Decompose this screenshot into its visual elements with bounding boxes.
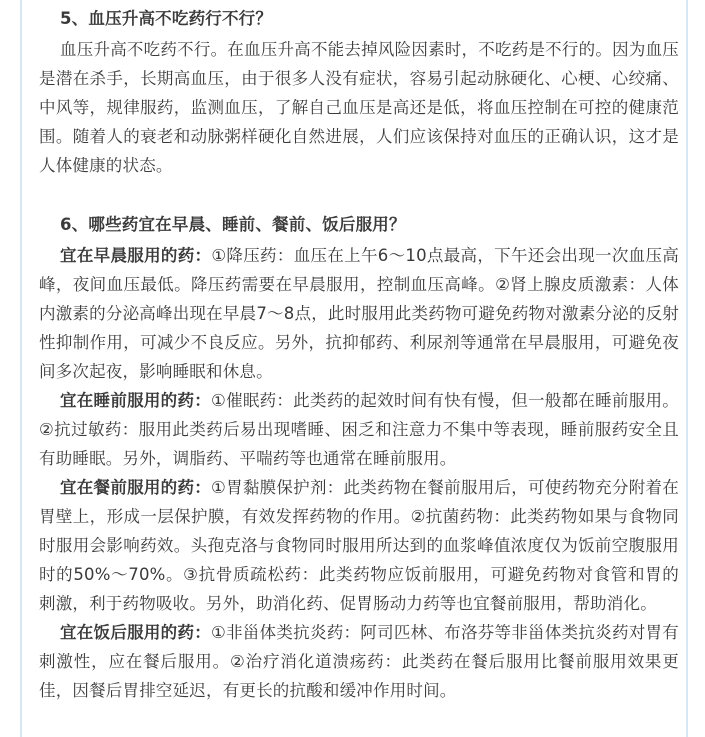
section-spacer	[39, 180, 679, 208]
morning-medication-paragraph	[39, 241, 679, 386]
morning-text: ①降压药：血压在上午6～10点最高，下午还会出现一次血压高峰，夜间血压最低。降压药需要在早晨服用，控制血压高峰。②肾上腺皮质激素：人体内激素的分泌高峰出现在早晨7～8点，此时服用此类药物可避免药物对激素分泌的反射性抑制作用，可减少不良反应。另外，抗抑郁药、利尿剂等通常在早晨服用，可避免夜间多次起夜，影响睡眠和休息。	[39, 246, 679, 381]
before-meal-label: 宜在餐前服用的药：	[60, 478, 211, 497]
after-meal-label: 宜在饭后服用的药：	[60, 623, 211, 642]
bedtime-text: ①催眠药：此类药的起效时间有快有慢，但一般都在睡前服用。②抗过敏药：服用此类药后易出现嗜睡、困乏和注意力不集中等表现，睡前服药安全且有助睡眠。另外，调脂药、平喘药等也通常在睡前服用。	[39, 391, 679, 468]
before-meal-medication-paragraph	[39, 473, 679, 618]
section-5-body: 血压升高不吃药不行。在血压升高不能去掉风险因素时，不吃药是不行的。因为血压是潜在杀手，长期高血压，由于很多人没有症状，容易引起动脉硬化、心梗、心绞痛、中风等，规律服药，监测血压，了解自己血压是高还是低，将血压控制在可控的健康范围。随着人的衰老和动脉粥样硬化自然进展，人们应该保持对血压的正确认识，这才是人体健康的状态。	[39, 40, 679, 175]
left-border-line	[20, 0, 22, 737]
section-5-heading: 5、血压升高不吃药行不行？	[60, 9, 273, 28]
after-meal-medication-paragraph	[39, 618, 679, 705]
article-content	[39, 0, 679, 705]
right-border-line	[686, 0, 688, 737]
morning-label: 宜在早晨服用的药：	[60, 246, 212, 265]
bedtime-medication-paragraph	[39, 386, 679, 473]
section-6-heading: 6、哪些药宜在早晨、睡前、餐前、饭后服用？	[60, 215, 406, 234]
before-meal-text: ①胃黏膜保护剂：此类药物在餐前服用后，可使药物充分附着在胃壁上，形成一层保护膜，有效发挥药物的作用。②抗菌药物：此类药物如果与食物同时服用会影响药效。头孢克洛与食物同时服用所达到的血浆峰值浓度仅为饭前空腹服用时的50%～70%。③抗骨质疏松药：此类药物应饭前服用，可避免药物对食管和胃的刺激，利于药物吸收。另外，助消化药、促胃肠动力药等也宜餐前服用，帮助消化。	[39, 478, 679, 613]
after-meal-text: ①非甾体类抗炎药：阿司匹林、布洛芬等非甾体类抗炎药对胃有刺激性，应在餐后服用。②治疗消化道溃疡药：此类药在餐后服用比餐前服用效果更佳，因餐后胃排空延迟，有更长的抗酸和缓冲作用时间。	[39, 623, 679, 700]
bedtime-label: 宜在睡前服用的药：	[60, 391, 211, 410]
